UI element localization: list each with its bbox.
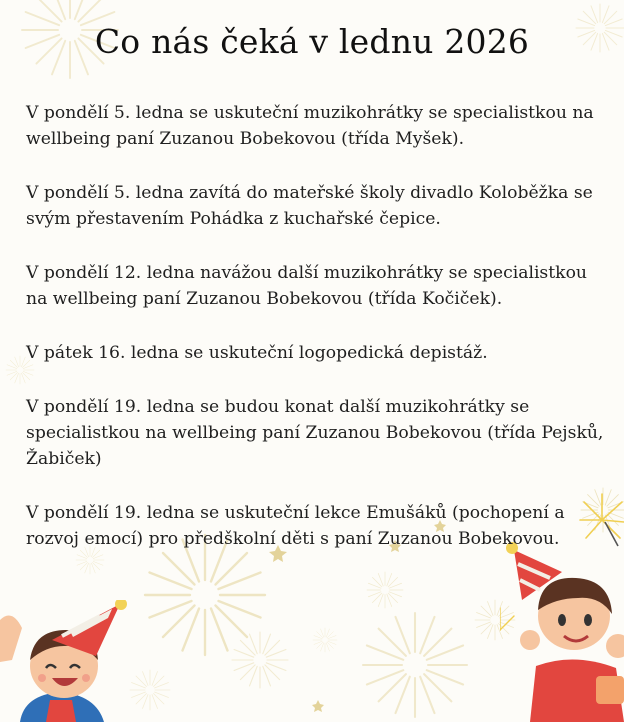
child-left-illustration	[0, 600, 140, 722]
event-item-1: V pondělí 5. ledna se uskuteční muzikohrátky se specialistkou na wellbeing paní Zuzanou Bobekovou (třída Myšek).	[26, 103, 594, 149]
event-list	[26, 100, 606, 580]
event-item-2: V pondělí 5. ledna zavítá do mateřské školy divadlo Koloběžka se svým přestavením Pohádka z kuchařské čepice.	[26, 183, 593, 229]
event-item-4: V pátek 16. ledna se uskuteční logopedická depistáž.	[26, 343, 488, 363]
event-item-3: V pondělí 12. ledna navážou další muzikohrátky se specialistkou na wellbeing paní Zuzanou Bobekovou (třída Kočiček).	[26, 263, 587, 309]
page-title: Co nás čeká v lednu 2026	[94, 22, 530, 61]
event-item-6: V pondělí 19. ledna se uskuteční lekce Emušáků (pochopení a rozvoj emocí) pro předškolní děti s paní Zuzanou Bobekovou.	[26, 503, 565, 549]
event-item-5: V pondělí 19. ledna se budou konat další muzikohrátky se specialistkou na wellbeing paní Zuzanou Bobekovou (třída Pejsků, Žabiček)	[26, 397, 604, 469]
